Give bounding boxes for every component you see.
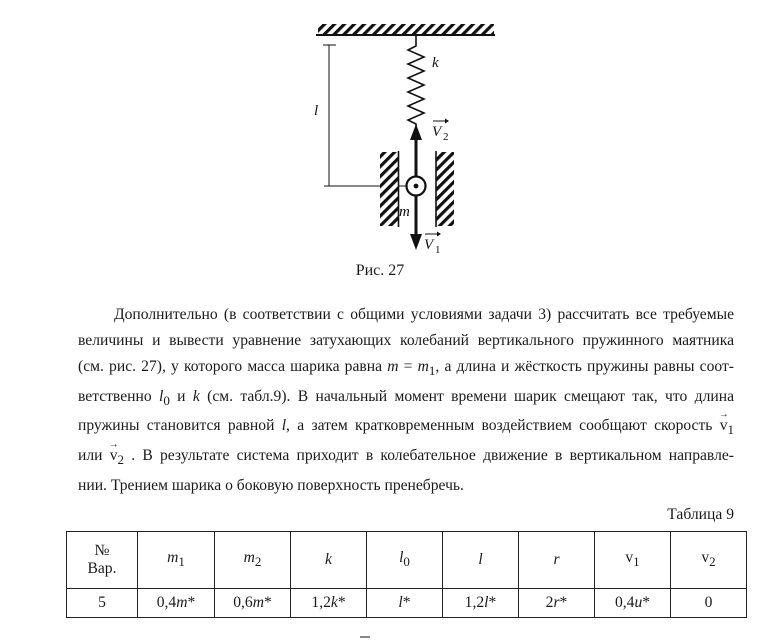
table-row — [67, 589, 747, 618]
header-col: $v_1$ — [595, 532, 671, 589]
label-v1: V — [424, 237, 434, 253]
header-col: $m_1$ — [138, 532, 215, 589]
ceiling-hatch — [318, 24, 494, 34]
label-v1-sub: 1 — [435, 244, 441, 256]
text-line-3: (см. рис. 27), у которого масса шарика равна $m = m_1$, а длина и жёсткость пружины равны соот- — [78, 357, 735, 378]
wall-right-hatch — [436, 152, 454, 226]
table-title: Таблица 9 — [667, 506, 734, 523]
table-cell: 1,2k* — [291, 589, 367, 618]
ball-center — [414, 184, 419, 189]
label-m: m — [399, 204, 410, 220]
v2-label-vector-tip — [445, 119, 449, 124]
cut-off-mark — [360, 636, 370, 638]
header-col: $v_2$ — [671, 532, 747, 589]
table-cell: 0 — [671, 589, 747, 618]
text-line-4: ветственно $l_0$ и k (см. табл.9). В начальный момент времени шарик смещают так, что длина — [78, 387, 734, 408]
table-cell: 0,4m* — [138, 589, 215, 618]
wall-left-hatch — [380, 152, 398, 226]
spring — [408, 35, 424, 134]
v2-arrow-head — [410, 124, 422, 140]
table-header-row — [67, 532, 747, 589]
v1-label-vector-tip — [437, 232, 441, 237]
table-cell: 2r* — [519, 589, 595, 618]
table-cell: 0,6m* — [215, 589, 291, 618]
text-line-2: величины и вывести уравнение затухающих колебаний вертикального пружинного маятника — [78, 331, 734, 349]
text-line-5: пружины становится равной l, а затем кратковременным воздействием сообщают скорость → $v_1$ — [78, 413, 734, 443]
v1-arrow-head — [410, 234, 422, 250]
variant-table — [66, 531, 747, 618]
header-col: k — [291, 532, 367, 589]
figure-caption: Рис. 27 — [355, 262, 405, 279]
label-k: k — [432, 55, 439, 71]
text-line-7: нии. Трением шарика о боковую поверхность пренебречь. — [78, 477, 464, 495]
spring-pendulum-figure — [0, 0, 760, 270]
header-col: l — [443, 532, 519, 589]
table-cell: 5 — [67, 589, 138, 618]
text-line-1: Дополнительно (в соответствии с общими условиями задачи 3) рассчитать все требуемые — [114, 306, 734, 323]
table-cell: 0,4u* — [595, 589, 671, 618]
table-cell: l* — [367, 589, 443, 618]
header-variant: № Вар. — [67, 532, 138, 589]
label-l: l — [314, 103, 319, 119]
header-col: r — [519, 532, 595, 589]
label-v2: V — [432, 124, 442, 140]
header-col: $m_2$ — [215, 532, 291, 589]
text-line-6: или → $v_2$ . В результате система приходит в колебательное движение в вертикальном направле- — [78, 443, 734, 473]
table-cell: 1,2l* — [443, 589, 519, 618]
problem-text — [78, 302, 734, 499]
label-v2-sub: 2 — [443, 131, 449, 143]
header-col: $l_0$ — [367, 532, 443, 589]
